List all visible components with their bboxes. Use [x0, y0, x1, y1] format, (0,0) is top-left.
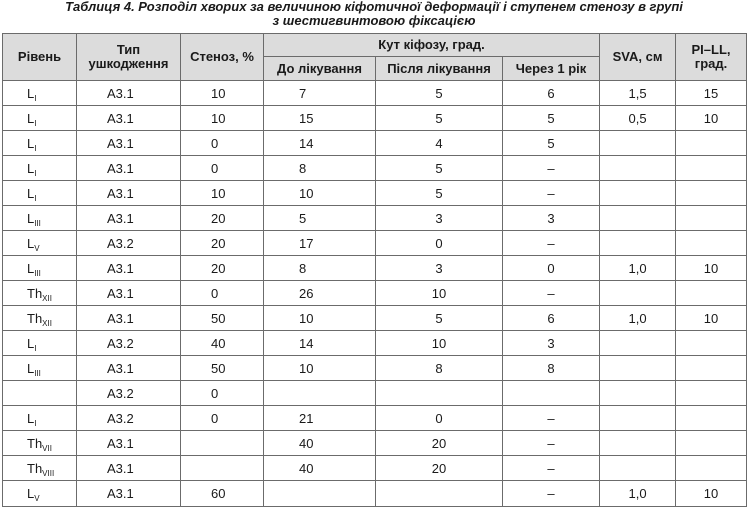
cell-stenosis: 0: [181, 281, 264, 306]
cell-stenosis: [181, 456, 264, 481]
level-subscript: III: [34, 368, 41, 378]
level-letter: L: [27, 410, 35, 426]
cell-type: A3.1: [77, 281, 181, 306]
cell-pill: [676, 331, 747, 356]
cell-after: 20: [376, 431, 503, 456]
table-header: [3, 34, 747, 81]
table-row: [3, 106, 747, 131]
cell-level: [3, 306, 77, 331]
cell-before: 8: [264, 156, 376, 181]
cell-pill: [676, 281, 747, 306]
cell-year: 5: [503, 106, 600, 131]
level-letter: L: [27, 160, 35, 176]
cell-level: [3, 481, 77, 507]
cell-sva: [600, 456, 676, 481]
cell-sva: [600, 331, 676, 356]
cell-sva: [600, 281, 676, 306]
table-row: [3, 81, 747, 106]
table-row: [3, 481, 747, 507]
cell-before: 21: [264, 406, 376, 431]
cell-year: 5: [503, 131, 600, 156]
table-caption: [0, 0, 748, 28]
level-subscript: VII: [42, 443, 52, 453]
cell-sva: 1,0: [600, 481, 676, 507]
cell-after: 0: [376, 406, 503, 431]
level-letter: Th: [27, 460, 43, 476]
cell-after: 8: [376, 356, 503, 381]
cell-stenosis: 20: [181, 256, 264, 281]
cell-stenosis: 0: [181, 381, 264, 406]
cell-type: A3.1: [77, 206, 181, 231]
cell-year: –: [503, 181, 600, 206]
cell-sva: [600, 231, 676, 256]
cell-year: 8: [503, 356, 600, 381]
level-subscript: I: [34, 118, 37, 128]
cell-level: [3, 381, 77, 406]
cell-year: 6: [503, 81, 600, 106]
cell-level: [3, 356, 77, 381]
cell-year: [503, 381, 600, 406]
table-row: [3, 281, 747, 306]
cell-type: A3.1: [77, 106, 181, 131]
kyphosis-table: [2, 33, 747, 507]
level-letter: L: [27, 260, 35, 276]
cell-year: –: [503, 456, 600, 481]
cell-sva: [600, 381, 676, 406]
cell-level: [3, 406, 77, 431]
cell-year: –: [503, 481, 600, 507]
level-letter: L: [27, 360, 35, 376]
level-letter: L: [27, 110, 35, 126]
cell-after: 5: [376, 81, 503, 106]
table-row: [3, 206, 747, 231]
cell-pill: [676, 181, 747, 206]
cell-before: 10: [264, 356, 376, 381]
header-pill-line-1: PI–LL,: [691, 42, 731, 57]
level-letter: L: [27, 135, 35, 151]
cell-year: –: [503, 406, 600, 431]
level-subscript: I: [34, 193, 37, 203]
cell-level: [3, 431, 77, 456]
cell-stenosis: 50: [181, 306, 264, 331]
cell-level: [3, 206, 77, 231]
cell-type: A3.1: [77, 356, 181, 381]
cell-type: A3.1: [77, 131, 181, 156]
cell-after: 10: [376, 281, 503, 306]
header-stenosis: Стеноз, %: [181, 34, 264, 81]
cell-pill: [676, 231, 747, 256]
level-letter: Th: [27, 310, 43, 326]
cell-type: A3.2: [77, 331, 181, 356]
cell-type: A3.1: [77, 256, 181, 281]
table-row: [3, 256, 747, 281]
header-pill-line-2: град.: [694, 56, 728, 71]
cell-after: 4: [376, 131, 503, 156]
cell-pill: [676, 156, 747, 181]
cell-before: 10: [264, 306, 376, 331]
table-row: [3, 456, 747, 481]
cell-after: [376, 481, 503, 507]
level-letter: L: [27, 486, 35, 501]
level-subscript: V: [34, 243, 40, 253]
cell-level: [3, 181, 77, 206]
cell-year: 3: [503, 331, 600, 356]
cell-before: 5: [264, 206, 376, 231]
level-letter: Th: [27, 285, 43, 301]
header-type-line-2: ушкодження: [88, 56, 169, 71]
cell-pill: [676, 431, 747, 456]
level-subscript: I: [34, 93, 37, 103]
cell-stenosis: 10: [181, 181, 264, 206]
table-row: [3, 131, 747, 156]
cell-stenosis: 0: [181, 156, 264, 181]
cell-pill: 10: [676, 256, 747, 281]
caption-line-1: Таблиця 4. Розподіл хворих за величиною кіфотичної деформації і ступенем стенозу в групі: [65, 0, 683, 14]
table-row: [3, 306, 747, 331]
header-before: До лікування: [264, 57, 376, 81]
table-row: [3, 381, 747, 406]
cell-level: [3, 256, 77, 281]
table-body: [3, 81, 747, 507]
level-subscript: XII: [42, 293, 52, 303]
cell-stenosis: 50: [181, 356, 264, 381]
level-subscript: V: [34, 494, 40, 503]
cell-type: A3.1: [77, 156, 181, 181]
cell-level: [3, 231, 77, 256]
cell-after: 10: [376, 331, 503, 356]
cell-after: 0: [376, 231, 503, 256]
cell-before: 40: [264, 431, 376, 456]
cell-type: A3.2: [77, 381, 181, 406]
header-kyphosis: Кут кіфозу, град.: [264, 34, 600, 57]
header-type-line-1: Тип: [116, 42, 141, 57]
cell-level: [3, 156, 77, 181]
level-subscript: VIII: [42, 468, 55, 478]
cell-stenosis: 0: [181, 406, 264, 431]
cell-year: –: [503, 156, 600, 181]
cell-before: 7: [264, 81, 376, 106]
level-letter: Th: [27, 435, 43, 451]
cell-sva: 1,0: [600, 306, 676, 331]
cell-level: [3, 281, 77, 306]
cell-after: 20: [376, 456, 503, 481]
cell-level: [3, 131, 77, 156]
cell-before: [264, 381, 376, 406]
cell-stenosis: 10: [181, 81, 264, 106]
cell-stenosis: 40: [181, 331, 264, 356]
cell-stenosis: 0: [181, 131, 264, 156]
cell-level: [3, 331, 77, 356]
cell-type: A3.1: [77, 431, 181, 456]
table-row: [3, 406, 747, 431]
cell-before: 14: [264, 331, 376, 356]
cell-after: 5: [376, 156, 503, 181]
cell-type: A3.2: [77, 231, 181, 256]
level-subscript: XII: [42, 318, 52, 328]
cell-after: 5: [376, 306, 503, 331]
cell-type: A3.1: [77, 306, 181, 331]
cell-type: A3.1: [77, 81, 181, 106]
cell-type: A3.1: [77, 456, 181, 481]
cell-pill: 10: [676, 481, 747, 507]
level-subscript: I: [34, 343, 37, 353]
cell-pill: 10: [676, 306, 747, 331]
cell-sva: 1,5: [600, 81, 676, 106]
cell-before: 10: [264, 181, 376, 206]
level-subscript: I: [34, 143, 37, 153]
cell-year: 6: [503, 306, 600, 331]
level-subscript: III: [34, 268, 41, 278]
header-level: Рівень: [3, 34, 77, 81]
table-row: [3, 431, 747, 456]
table-row: [3, 356, 747, 381]
table-row: [3, 331, 747, 356]
cell-after: 5: [376, 181, 503, 206]
cell-pill: [676, 456, 747, 481]
cell-type: A3.2: [77, 406, 181, 431]
cell-pill: 10: [676, 106, 747, 131]
level-letter: L: [27, 235, 35, 251]
cell-stenosis: [181, 431, 264, 456]
cell-type: A3.1: [77, 181, 181, 206]
cell-after: 5: [376, 106, 503, 131]
cell-pill: 15: [676, 81, 747, 106]
cell-before: 26: [264, 281, 376, 306]
level-subscript: I: [34, 168, 37, 178]
level-subscript: III: [34, 218, 41, 228]
cell-stenosis: 20: [181, 206, 264, 231]
table-row: [3, 156, 747, 181]
cell-pill: [676, 131, 747, 156]
cell-after: 3: [376, 206, 503, 231]
cell-after: [376, 381, 503, 406]
cell-year: 0: [503, 256, 600, 281]
level-subscript: I: [34, 418, 37, 428]
cell-before: 17: [264, 231, 376, 256]
cell-before: 40: [264, 456, 376, 481]
table-row: [3, 181, 747, 206]
cell-sva: [600, 206, 676, 231]
cell-before: [264, 481, 376, 507]
level-letter: L: [27, 335, 35, 351]
cell-level: [3, 81, 77, 106]
cell-sva: 1,0: [600, 256, 676, 281]
caption-line-2: з шестигвинтовою фіксацією: [272, 13, 476, 28]
header-year: Через 1 рік: [503, 57, 600, 81]
table-row: [3, 231, 747, 256]
header-after: Після лікування: [376, 57, 503, 81]
cell-pill: [676, 356, 747, 381]
cell-stenosis: 60: [181, 481, 264, 507]
cell-sva: [600, 431, 676, 456]
level-letter: L: [27, 210, 35, 226]
cell-pill: [676, 381, 747, 406]
cell-level: [3, 456, 77, 481]
cell-pill: [676, 406, 747, 431]
cell-before: 8: [264, 256, 376, 281]
cell-sva: [600, 131, 676, 156]
cell-sva: [600, 406, 676, 431]
cell-year: –: [503, 281, 600, 306]
header-sva: SVA, см: [600, 34, 676, 81]
cell-level: [3, 106, 77, 131]
cell-pill: [676, 206, 747, 231]
cell-year: –: [503, 431, 600, 456]
header-type: [77, 34, 181, 81]
cell-type: A3.1: [77, 481, 181, 507]
level-letter: L: [27, 85, 35, 101]
cell-sva: [600, 156, 676, 181]
cell-year: –: [503, 231, 600, 256]
cell-after: 3: [376, 256, 503, 281]
cell-before: 15: [264, 106, 376, 131]
header-pill: [676, 34, 747, 81]
cell-sva: [600, 181, 676, 206]
level-letter: L: [27, 185, 35, 201]
cell-stenosis: 10: [181, 106, 264, 131]
cell-stenosis: 20: [181, 231, 264, 256]
cell-sva: [600, 356, 676, 381]
cell-year: 3: [503, 206, 600, 231]
cell-before: 14: [264, 131, 376, 156]
cell-sva: 0,5: [600, 106, 676, 131]
